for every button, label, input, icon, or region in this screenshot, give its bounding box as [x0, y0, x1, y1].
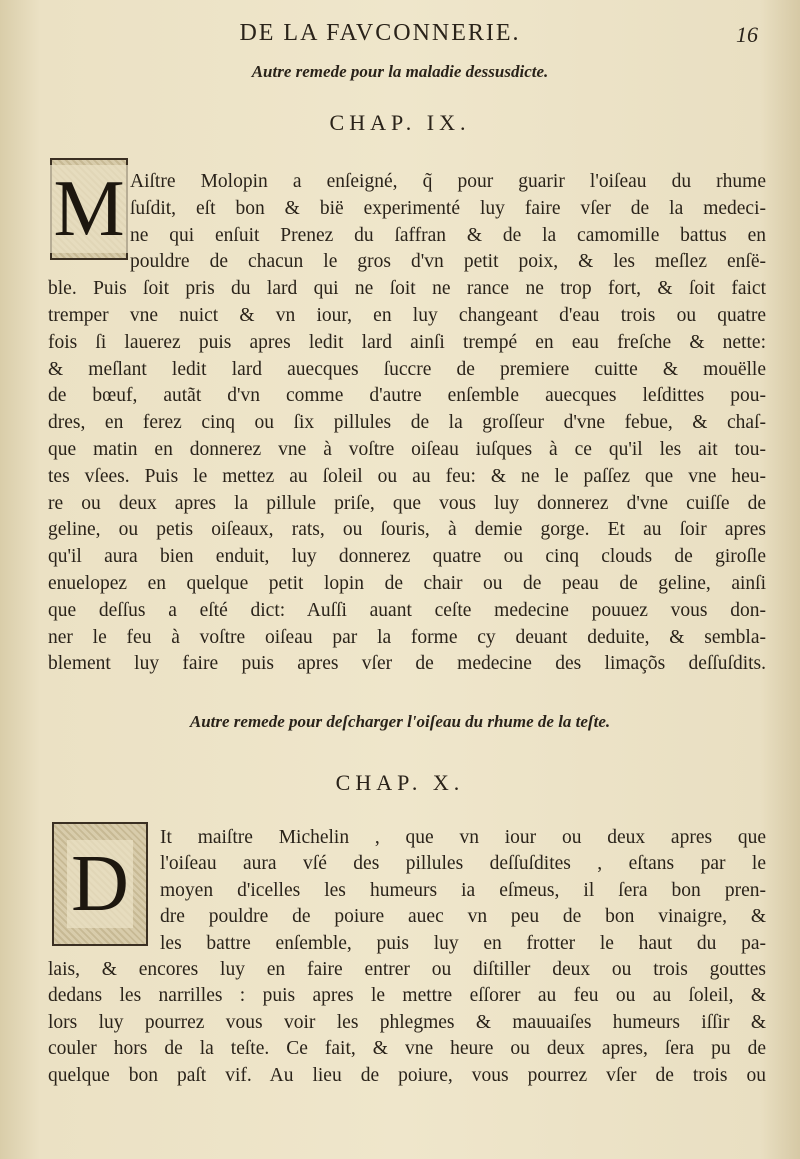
chapter-10-title: CHAP. X.: [335, 770, 465, 795]
section-1-heading: Autre remede pour la maladie dessusdicte.: [251, 62, 549, 81]
text-line: de bœuf, autãt d'vn comme d'autre enſemble auecques leſdittes pou-: [48, 385, 766, 407]
text-line: blement luy faire puis apres vſer de medecine des limaçõs deſſuſdits.: [48, 653, 766, 675]
text-line: lors luy pourrez vous voir les phlegmes & mauuaiſes humeurs iſſir &: [48, 1011, 766, 1033]
text-line: It maiſtre Michelin , que vn iour ou deux apres que: [160, 827, 766, 848]
text-line: ne qui enſuit Prenez du ſaffran & de la camomille battus en: [130, 224, 766, 246]
text-line: pouldre de chacun le gros d'vn petit poix, & les meſlez enſë-: [130, 251, 766, 273]
section-2-heading: Autre remede pour deſcharger l'oiſeau du rhume de la teſte.: [189, 712, 611, 731]
text-line: tes vſees. Puis le mettez au ſoleil ou au feu: & ne le paſſez que vne heu-: [48, 465, 766, 487]
running-head: DE LA FAVCONNERIE.: [239, 20, 521, 46]
text-line: re ou deux apres la pillule priſe, que vous luy donnerez d'vne cuiſſe de: [48, 492, 766, 514]
text-line: dre pouldre de poiure auec vn peu de bon vinaigre, &: [160, 906, 766, 928]
text-line: moyen d'icelles les humeurs ia eſmeus, il ſera bon pren-: [160, 879, 766, 901]
text-line: & meſlant ledit lard auecques ſuccre de premiere cuitte & mouëlle: [48, 358, 766, 380]
chapter-9-title: CHAP. IX.: [329, 110, 471, 135]
dropcap-d: D: [52, 822, 148, 946]
text-line: Aiſtre Molopin a enſeigné, q̃ pour guarir l'oiſeau du rhume: [130, 171, 766, 192]
text-line: couler hors de la teſte. Ce fait, & vne heure ou deux apres, ſera pu de: [48, 1038, 766, 1060]
text-line: dedans les narrilles : puis apres le mettre eſſorer au feu ou au ſoleil, &: [48, 985, 766, 1007]
text-line: ſuſdit, eſt bon & bië experimenté luy faire vſer de la medeci-: [130, 197, 766, 219]
dropcap-m: M: [50, 158, 128, 260]
text-line: fois ſi lauerez puis apres ledit lard ainſi trempé en eau freſche & nette:: [48, 331, 766, 353]
text-line: dres, en ferez cinq ou ſix pillules de la groſſeur d'vne febue, & chaſ-: [48, 412, 766, 434]
text-line: lais, & encores luy en faire entrer ou diſtiller deux ou trois gouttes: [48, 959, 766, 980]
text-line: ble. Puis ſoit pris du lard qui ne ſoit ne rance ne trop fort, & ſoit faict: [48, 278, 766, 300]
text-line: l'oiſeau aura vſé des pillules deſſuſdites , eſtans par le: [160, 853, 766, 875]
text-line: tremper vne nuict & vn iour, en luy changeant d'eau trois ou quatre: [48, 305, 766, 326]
text-line: que matin en donnerez vne à voſtre oiſeau iuſques à ce qu'il les ait tou-: [48, 439, 766, 460]
text-line: enuelopez en quelque petit lopin de chair ou de peau de geline, ainſi: [48, 573, 766, 594]
text-line: qu'il aura bien enduit, luy donnerez quatre ou cinq clouds de giroſle: [48, 546, 766, 568]
text-line: que deſſus a eſté dict: Auſſi auant ceſte medecine pouuez vous don-: [48, 599, 766, 621]
text-line: quelque bon paſt vif. Au lieu de poiure, vous pourrez vſer de trois ou: [48, 1064, 766, 1086]
text-line: ner le feu à voſtre oiſeau par la forme cy deuant deduite, & sembla-: [48, 626, 766, 648]
text-line: geline, ou petis oiſeaux, rats, ou ſouris, à demie gorge. Et au ſoir apres: [48, 519, 766, 541]
page-number: 16: [736, 22, 758, 47]
text-line: les battre enſemble, puis luy en frotter le haut du pa-: [160, 932, 766, 954]
